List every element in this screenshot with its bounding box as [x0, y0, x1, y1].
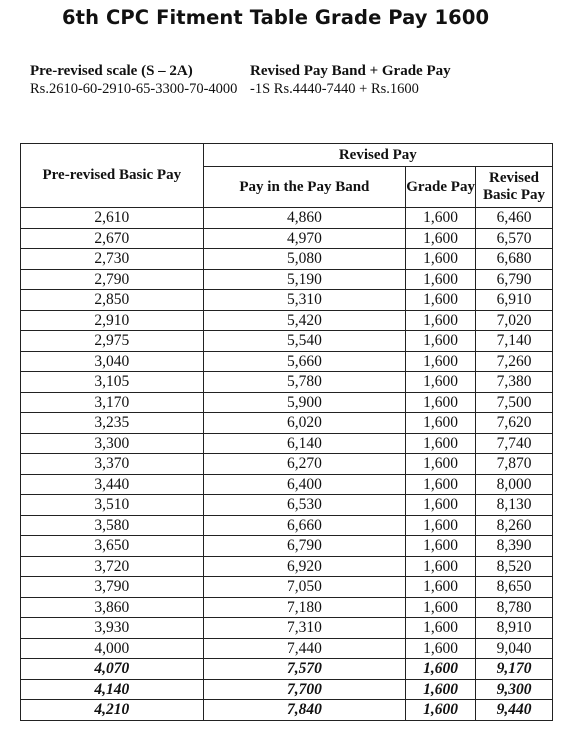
cell-grade-pay: 1,600 — [406, 700, 476, 721]
table-row — [21, 351, 553, 372]
cell-pay-in-band: 7,700 — [203, 679, 406, 700]
cell-pay-in-band: 6,790 — [203, 536, 406, 557]
cell-pre-revised-basic-pay: 2,910 — [21, 310, 204, 331]
cell-pay-in-band: 5,780 — [203, 372, 406, 393]
table-row — [21, 597, 553, 618]
table-row — [21, 495, 553, 516]
cell-pre-revised-basic-pay: 4,000 — [21, 638, 204, 659]
cell-revised-basic-pay: 6,460 — [476, 208, 553, 229]
table-row — [21, 433, 553, 454]
pre-revised-scale-value: Rs.2610-60-2910-65-3300-70-4000 — [30, 81, 238, 97]
table-row — [21, 249, 553, 270]
cell-pay-in-band: 7,310 — [203, 618, 406, 639]
cell-grade-pay: 1,600 — [406, 392, 476, 413]
cell-pay-in-band: 4,860 — [203, 208, 406, 229]
cell-grade-pay: 1,600 — [406, 208, 476, 229]
table-row — [21, 228, 553, 249]
cell-pay-in-band: 7,440 — [203, 638, 406, 659]
cell-revised-basic-pay: 7,620 — [476, 413, 553, 434]
table-row — [21, 454, 553, 475]
cell-grade-pay: 1,600 — [406, 597, 476, 618]
cell-grade-pay: 1,600 — [406, 536, 476, 557]
cell-revised-basic-pay: 8,910 — [476, 618, 553, 639]
cell-revised-basic-pay: 8,780 — [476, 597, 553, 618]
page-title: 6th CPC Fitment Table Grade Pay 1600 — [62, 6, 490, 29]
cell-grade-pay: 1,600 — [406, 618, 476, 639]
table-row — [21, 638, 553, 659]
cell-pre-revised-basic-pay: 3,720 — [21, 556, 204, 577]
cell-pay-in-band: 5,420 — [203, 310, 406, 331]
cell-pre-revised-basic-pay: 4,210 — [21, 700, 204, 721]
table-body — [21, 208, 553, 721]
revised-pay-band-value: -1S Rs.4440-7440 + Rs.1600 — [250, 81, 419, 97]
cell-grade-pay: 1,600 — [406, 474, 476, 495]
cell-revised-basic-pay: 7,140 — [476, 331, 553, 352]
cell-pay-in-band: 6,920 — [203, 556, 406, 577]
cell-grade-pay: 1,600 — [406, 310, 476, 331]
table-row — [21, 659, 553, 680]
cell-pre-revised-basic-pay: 3,300 — [21, 433, 204, 454]
revised-pay-band-heading: Revised Pay Band + Grade Pay — [250, 63, 451, 79]
cell-grade-pay: 1,600 — [406, 515, 476, 536]
table-row — [21, 372, 553, 393]
cell-pre-revised-basic-pay: 3,370 — [21, 454, 204, 475]
cell-pre-revised-basic-pay: 3,860 — [21, 597, 204, 618]
cell-pre-revised-basic-pay: 3,790 — [21, 577, 204, 598]
pre-revised-scale-heading: Pre-revised scale (S – 2A) — [30, 63, 193, 79]
cell-grade-pay: 1,600 — [406, 351, 476, 372]
cell-revised-basic-pay: 7,020 — [476, 310, 553, 331]
cell-revised-basic-pay: 8,650 — [476, 577, 553, 598]
cell-pre-revised-basic-pay: 3,580 — [21, 515, 204, 536]
cell-pre-revised-basic-pay: 3,650 — [21, 536, 204, 557]
table-row — [21, 515, 553, 536]
table-row — [21, 577, 553, 598]
cell-pre-revised-basic-pay: 2,670 — [21, 228, 204, 249]
cell-pre-revised-basic-pay: 3,105 — [21, 372, 204, 393]
cell-pre-revised-basic-pay: 3,930 — [21, 618, 204, 639]
cell-pre-revised-basic-pay: 3,040 — [21, 351, 204, 372]
cell-grade-pay: 1,600 — [406, 331, 476, 352]
table-row — [21, 269, 553, 290]
cell-pre-revised-basic-pay: 2,850 — [21, 290, 204, 311]
cell-pre-revised-basic-pay: 3,170 — [21, 392, 204, 413]
cell-revised-basic-pay: 8,260 — [476, 515, 553, 536]
cell-grade-pay: 1,600 — [406, 269, 476, 290]
cell-grade-pay: 1,600 — [406, 413, 476, 434]
cell-pre-revised-basic-pay: 3,235 — [21, 413, 204, 434]
table-row — [21, 679, 553, 700]
cell-revised-basic-pay: 8,520 — [476, 556, 553, 577]
cell-revised-basic-pay: 7,500 — [476, 392, 553, 413]
cell-pay-in-band: 7,050 — [203, 577, 406, 598]
cell-pre-revised-basic-pay: 3,510 — [21, 495, 204, 516]
cell-pay-in-band: 5,190 — [203, 269, 406, 290]
cell-grade-pay: 1,600 — [406, 372, 476, 393]
cell-pay-in-band: 5,540 — [203, 331, 406, 352]
cell-revised-basic-pay: 7,380 — [476, 372, 553, 393]
cell-grade-pay: 1,600 — [406, 556, 476, 577]
cell-revised-basic-pay: 7,870 — [476, 454, 553, 475]
cell-revised-basic-pay: 6,790 — [476, 269, 553, 290]
cell-revised-basic-pay: 6,910 — [476, 290, 553, 311]
header-revised-basic-pay: Revised Basic Pay — [476, 167, 553, 208]
cell-grade-pay: 1,600 — [406, 433, 476, 454]
table-row — [21, 556, 553, 577]
cell-pay-in-band: 7,570 — [203, 659, 406, 680]
cell-pre-revised-basic-pay: 2,730 — [21, 249, 204, 270]
cell-grade-pay: 1,600 — [406, 454, 476, 475]
header-pre-revised-basic-pay: Pre-revised Basic Pay — [21, 144, 204, 208]
cell-pay-in-band: 6,660 — [203, 515, 406, 536]
fitment-table — [20, 143, 553, 721]
table-row — [21, 392, 553, 413]
cell-grade-pay: 1,600 — [406, 577, 476, 598]
table-row — [21, 474, 553, 495]
cell-grade-pay: 1,600 — [406, 290, 476, 311]
cell-revised-basic-pay: 9,040 — [476, 638, 553, 659]
table-row — [21, 208, 553, 229]
cell-pay-in-band: 4,970 — [203, 228, 406, 249]
cell-pay-in-band: 6,270 — [203, 454, 406, 475]
cell-revised-basic-pay: 7,260 — [476, 351, 553, 372]
cell-pay-in-band: 5,080 — [203, 249, 406, 270]
cell-pay-in-band: 5,310 — [203, 290, 406, 311]
cell-revised-basic-pay: 9,300 — [476, 679, 553, 700]
cell-pre-revised-basic-pay: 2,975 — [21, 331, 204, 352]
cell-pay-in-band: 6,140 — [203, 433, 406, 454]
pre-revised-scale — [30, 62, 240, 98]
table-row — [21, 700, 553, 721]
cell-grade-pay: 1,600 — [406, 495, 476, 516]
cell-grade-pay: 1,600 — [406, 249, 476, 270]
cell-grade-pay: 1,600 — [406, 659, 476, 680]
cell-pre-revised-basic-pay: 4,070 — [21, 659, 204, 680]
cell-revised-basic-pay: 6,570 — [476, 228, 553, 249]
cell-revised-basic-pay: 7,740 — [476, 433, 553, 454]
cell-pay-in-band: 6,530 — [203, 495, 406, 516]
header-grade-pay: Grade Pay — [406, 167, 476, 208]
cell-pre-revised-basic-pay: 2,610 — [21, 208, 204, 229]
cell-revised-basic-pay: 8,130 — [476, 495, 553, 516]
cell-grade-pay: 1,600 — [406, 679, 476, 700]
cell-revised-basic-pay: 8,000 — [476, 474, 553, 495]
table-row — [21, 413, 553, 434]
cell-pay-in-band: 6,020 — [203, 413, 406, 434]
cell-revised-basic-pay: 9,440 — [476, 700, 553, 721]
table-row — [21, 618, 553, 639]
cell-grade-pay: 1,600 — [406, 228, 476, 249]
revised-pay-band — [250, 62, 550, 98]
cell-pre-revised-basic-pay: 2,790 — [21, 269, 204, 290]
header-revised-pay: Revised Pay — [203, 144, 552, 167]
cell-pay-in-band: 5,900 — [203, 392, 406, 413]
table-row — [21, 331, 553, 352]
cell-pre-revised-basic-pay: 3,440 — [21, 474, 204, 495]
table-row — [21, 290, 553, 311]
header-pay-in-band: Pay in the Pay Band — [203, 167, 406, 208]
cell-revised-basic-pay: 8,390 — [476, 536, 553, 557]
cell-pay-in-band: 7,840 — [203, 700, 406, 721]
cell-pay-in-band: 7,180 — [203, 597, 406, 618]
cell-revised-basic-pay: 9,170 — [476, 659, 553, 680]
cell-pay-in-band: 6,400 — [203, 474, 406, 495]
cell-pay-in-band: 5,660 — [203, 351, 406, 372]
cell-revised-basic-pay: 6,680 — [476, 249, 553, 270]
cell-grade-pay: 1,600 — [406, 638, 476, 659]
table-row — [21, 536, 553, 557]
table-row — [21, 310, 553, 331]
cell-pre-revised-basic-pay: 4,140 — [21, 679, 204, 700]
